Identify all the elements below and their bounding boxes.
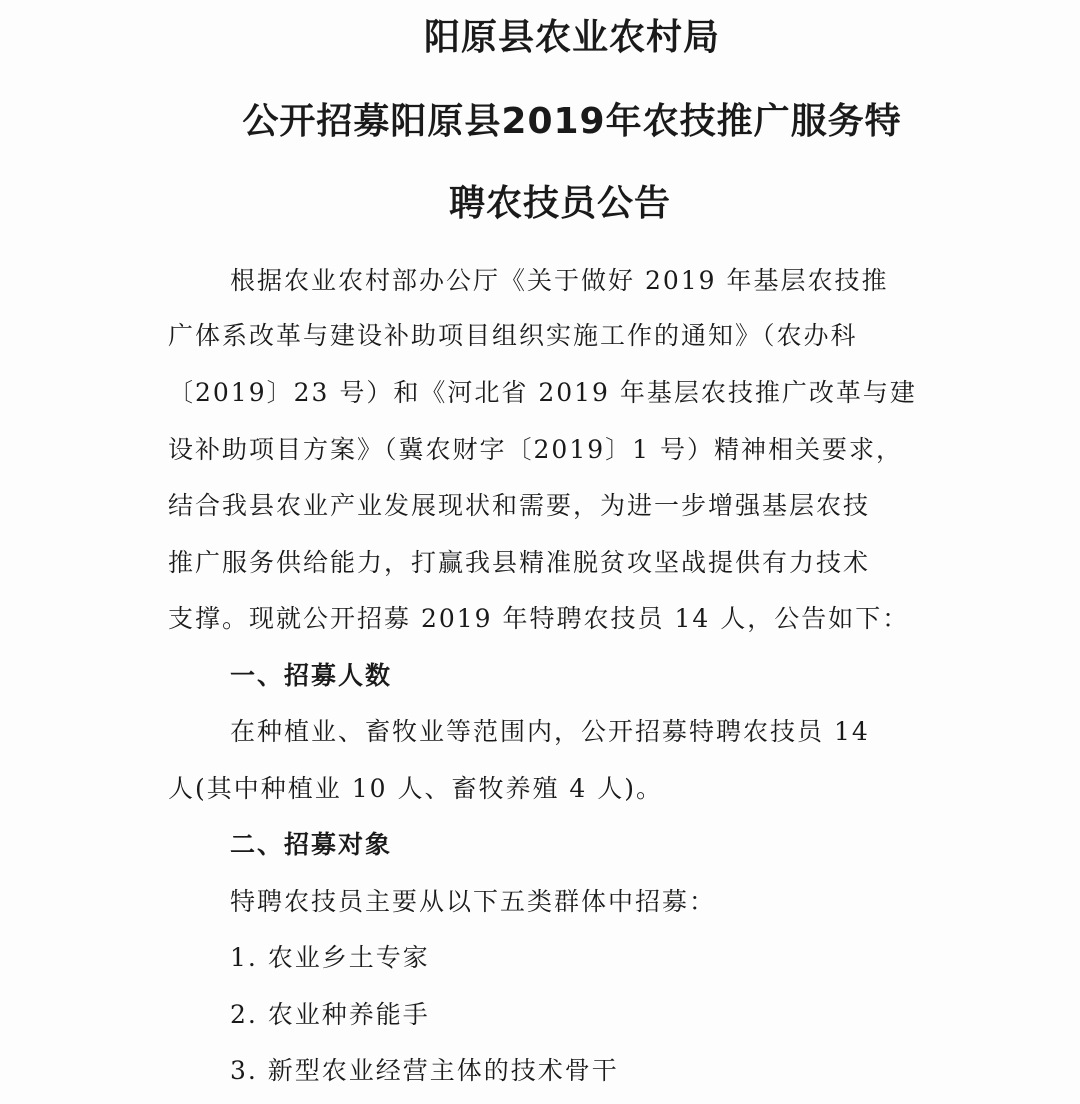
- section-heading-recruit-target: 二、招募对象: [230, 830, 393, 859]
- paragraph-line: 〔2019〕23 号）和《河北省 2019 年基层农技推广改革与建: [168, 378, 917, 407]
- paragraph-line: 广体系改革与建设补助项目组织实施工作的通知》（农办科: [168, 321, 858, 350]
- paragraph-line: 推广服务供给能力，打赢我县精准脱贫攻坚战提供有力技术: [168, 548, 871, 577]
- paragraph-line: 设补助项目方案》（冀农财字〔2019〕1 号）精神相关要求，: [168, 435, 903, 464]
- list-item: 2. 农业种养能手: [230, 1000, 430, 1029]
- document-title-line-2: 公开招募阳原县2019年农技推广服务特: [242, 101, 902, 142]
- section-intro-line: 特聘农技员主要从以下五类群体中招募：: [230, 887, 717, 916]
- paragraph-line: 结合我县农业产业发展现状和需要，为进一步增强基层农技: [168, 491, 871, 520]
- list-item: 3. 新型农业经营主体的技术骨干: [230, 1056, 619, 1085]
- document-title-line-3: 聘农技员公告: [448, 183, 671, 224]
- section-heading-recruit-count: 一、招募人数: [230, 661, 393, 690]
- section-body-line: 在种植业、畜牧业等范围内，公开招募特聘农技员 14: [230, 717, 870, 746]
- paragraph-line: 根据农业农村部办公厅《关于做好 2019 年基层农技推: [230, 266, 889, 295]
- paragraph-line: 支撑。现就公开招募 2019 年特聘农技员 14 人，公告如下：: [168, 604, 910, 633]
- list-item: 1. 农业乡土专家: [230, 943, 430, 972]
- section-body-line: 人(其中种植业 10 人、畜牧养殖 4 人)。: [168, 774, 664, 803]
- document-title-line-1: 阳原县农业农村局: [423, 17, 720, 58]
